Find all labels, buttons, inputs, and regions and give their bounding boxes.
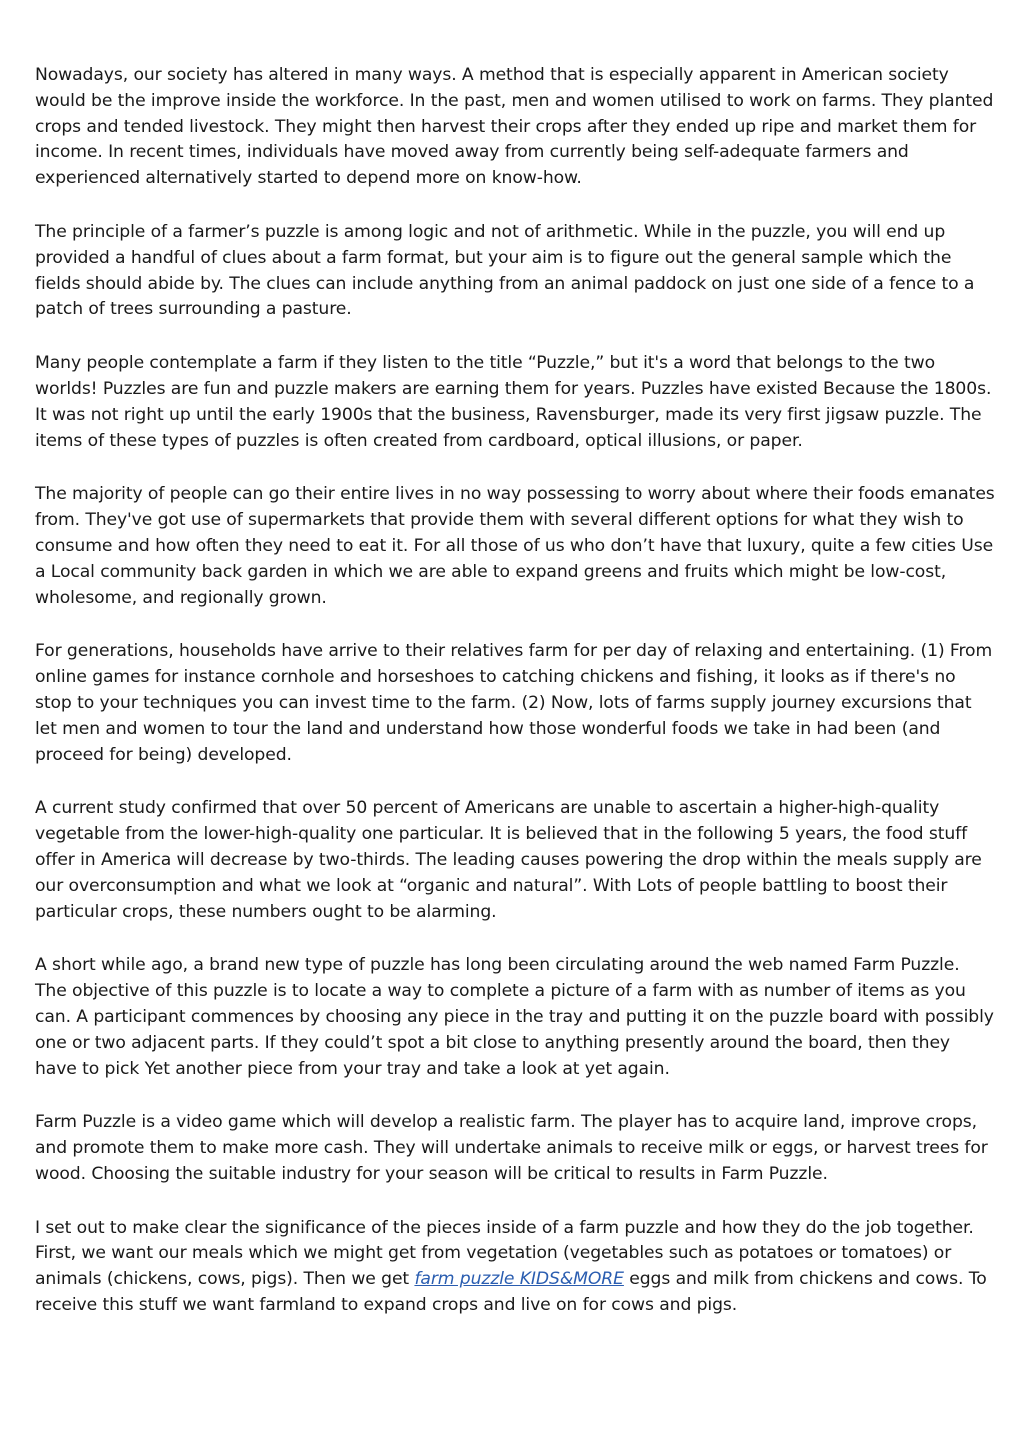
paragraph-6: A current study confirmed that over 50 percent of Americans are unable to ascertain a higher-high-quality vegetable from the lower-high-quality one particular. It is believed that in the following 5 years, the food stuff offer in America will decrease by two-thirds. The leading causes powering the drop within the meals supply are our overconsumption and what we look at “organic and natural”. With Lots of people battling to boost their particular crops, these numbers ought to be alarming.	[35, 798, 982, 922]
paragraph-5: For generations, households have arrive to their relatives farm for per day of relaxing and entertaining. (1) From online games for instance cornhole and horseshoes to catching chickens and fishing, it looks as if there's no stop to your techniques you can invest time to the farm. (2) Now, lots of farms supply journey excursions that let men and women to tour the land and understand how those wonderful foods we take in had been (and proceed for being) developed.	[35, 641, 993, 765]
paragraph-1: Nowadays, our society has altered in many ways. A method that is especially apparent in American society would be the improve inside the workforce. In the past, men and women utilised to work on farms. They planted crops and tended livestock. They might then harvest their crops after they ended up ripe and market them for income. In recent times, individuals have moved away from currently being self-adequate farmers and experienced alternatively started to depend more on know-how.	[35, 65, 994, 189]
document-body	[35, 63, 995, 1347]
paragraph-9-text-before-link: I set out to make clear the significance of the pieces inside of a farm puzzle and how they do the job together. First, we want our meals which we might get from vegetation (vegetables such as potatoes or tomatoes) or animals (chickens, cows, pigs). Then we get	[35, 1217, 974, 1290]
farm-puzzle-link[interactable]: farm puzzle KIDS&MORE	[414, 1269, 624, 1290]
paragraph-8: Farm Puzzle is a video game which will develop a realistic farm. The player has to acquire land, improve crops, and promote them to make more cash. They will undertake animals to receive milk or eggs, or harvest trees for wood. Choosing the suitable industry for your season will be critical to results in Farm Puzzle.	[35, 1112, 988, 1184]
paragraph-7: A short while ago, a brand new type of puzzle has long been circulating around the web named Farm Puzzle. The objective of this puzzle is to locate a way to complete a picture of a farm with as number of items as you can. A participant commences by choosing any piece in the tray and putting it on the puzzle board with possibly one or two adjacent parts. If they could’t spot a bit close to anything presently around the board, then they have to pick Yet another piece from your tray and take a look at yet again.	[35, 955, 994, 1079]
paragraph-2: The principle of a farmer’s puzzle is among logic and not of arithmetic. While in the puzzle, you will end up provided a handful of clues about a farm format, but your aim is to figure out the general sample which the fields should abide by. The clues can include anything from an animal paddock on just one side of a fence to a patch of trees surrounding a pasture.	[35, 221, 975, 320]
paragraph-9	[35, 1216, 995, 1319]
paragraph-3: Many people contemplate a farm if they listen to the title “Puzzle,” but it's a word that belongs to the two worlds! Puzzles are fun and puzzle makers are earning them for years. Puzzles have existed Because the 1800s. It was not right up until the early 1900s that the business, Ravensburger, made its very first jigsaw puzzle. The items of these types of puzzles is often created from cardboard, optical illusions, or paper.	[35, 353, 992, 451]
paragraph-9-text-after-link: eggs and milk from chickens and cows. To receive this stuff we want farmland to expand crops and live on for cows and pigs.	[35, 1269, 987, 1316]
paragraph-4: The majority of people can go their entire lives in no way possessing to worry about where their foods emanates from. They've got use of supermarkets that provide them with several different options for what they wish to consume and how often they need to eat it. For all those of us who don’t have that luxury, quite a few cities Use a Local community back garden in which we are able to expand greens and fruits which might be low-cost, wholesome, and regionally grown.	[35, 484, 995, 608]
